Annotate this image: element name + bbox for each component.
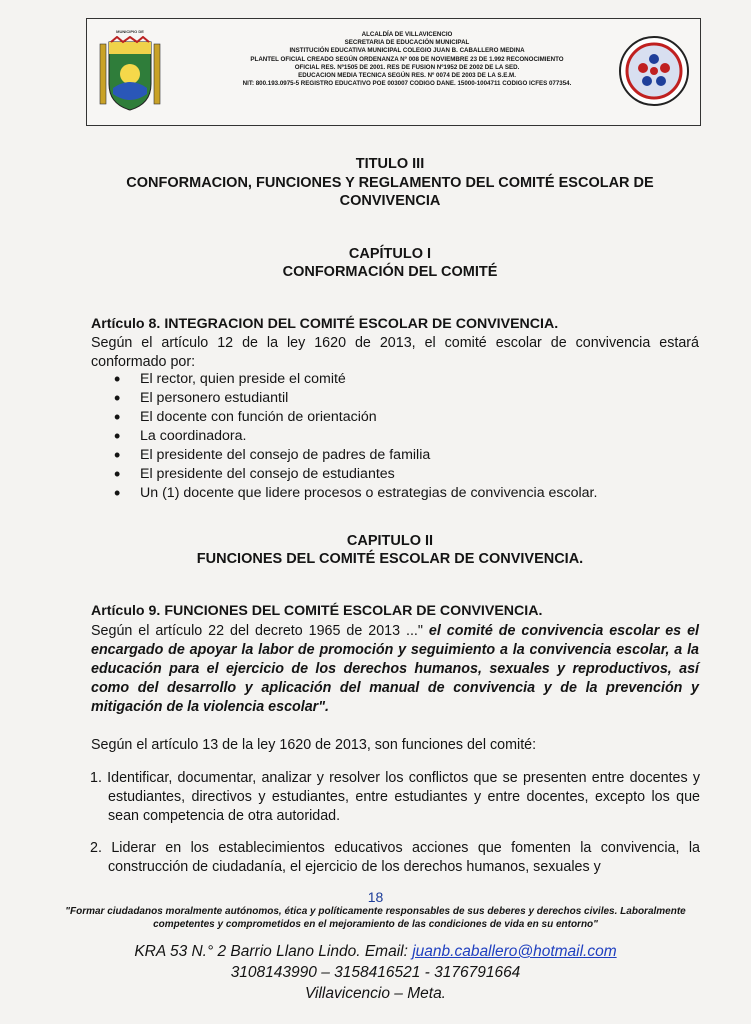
header-line: EDUCACION MEDIA TECNICA SEGÚN RES. Nº 0074 DE 2003 DE LA S.E.M. — [298, 72, 516, 80]
list-item: • El docente con función de orientación — [112, 408, 597, 427]
list-item: 1. Identificar, documentar, analizar y resolver los conflictos que se presenten entre docentes y estudiantes, directivos y estudiantes, entre estudiantes y entre docentes, excepto los que sean competencia de otra autoridad. — [90, 770, 700, 824]
article-intro: Según el artículo 12 de la ley 1620 de 2013, el comité escolar de convivencia estará conformado por: — [91, 335, 699, 370]
list-item: 2. Liderar en los establecimientos educativos acciones que fomenten la convivencia, la construcción de ciudadanía, el ejercicio de los derechos humanos, sexuales y — [90, 840, 700, 875]
list-item: • El presidente del consejo de estudiantes — [112, 465, 597, 484]
article-intro — [91, 622, 699, 717]
header-line: SECRETARIA DE EDUCACIÓN MUNICIPAL — [344, 39, 470, 47]
school-emblem-icon — [618, 35, 690, 107]
phone-numbers: 3108143990 – 3158416521 - 3176791664 — [230, 964, 521, 981]
contact-info — [0, 941, 751, 1004]
article-heading: Artículo 8. INTEGRACION DEL COMITÉ ESCOLAR DE CONVIVENCIA. — [91, 316, 559, 332]
list-item: • Un (1) docente que lidere procesos o estrategias de convivencia escolar. — [112, 484, 597, 503]
header-line: OFICIAL RES. Nº1505 DE 2001. RES DE FUSION Nº1952 DE 2002 DE LA SED. — [294, 63, 520, 71]
functions-intro: Según el artículo 13 de la ley 1620 de 2013, son funciones del comité: — [91, 737, 537, 753]
functions-list — [90, 769, 700, 890]
title-line: CONVIVENCIA — [339, 193, 441, 209]
list-item: • El rector, quien preside el comité — [112, 370, 597, 389]
chapter-number: CAPÍTULO I — [348, 246, 432, 262]
motto — [10, 906, 741, 931]
letterhead — [86, 18, 701, 126]
header-line: ALCALDÍA DE VILLAVICENCIO — [361, 31, 453, 38]
address-line — [0, 941, 751, 962]
city: Villavicencio – Meta. — [304, 985, 446, 1002]
list-item: • La coordinadora. — [112, 427, 597, 446]
municipal-crest — [95, 29, 165, 117]
motto-line: "Formar ciudadanos moralmente autónomos, ética y políticamente responsables de sus deberes y derechos civiles. Laboralmente — [65, 906, 686, 917]
header-line: PLANTEL OFICIAL CREADO SEGÚN ORDENANZA Nº 008 DE NOVIEMBRE 23 DE 1.992 RECONOCIMIENTO — [250, 55, 564, 63]
decree-quote: el comité de convivencia escolar es el encargado de apoyar la labor de promoción y seguimiento a la convivencia escolar, a la educación para el ejercicio de los derechos humanos, sexuales y reproductivos, así como del desarrollo y aplicación del manual de convivencia y de la prevención y mitigación de la violencia escolar". — [91, 623, 699, 715]
chapter-number: CAPITULO II — [346, 533, 434, 549]
chapter-name: CONFORMACIÓN DEL COMITÉ — [282, 264, 498, 280]
article-heading: Artículo 9. FUNCIONES DEL COMITÉ ESCOLAR DE CONVIVENCIA. — [91, 603, 543, 619]
page-number: 18 — [367, 889, 384, 905]
committee-members-list — [112, 370, 597, 503]
institution-info — [197, 31, 617, 88]
crest-label: MUNICIPIO DE — [116, 29, 144, 34]
title-line: CONFORMACION, FUNCIONES Y REGLAMENTO DEL COMITÉ ESCOLAR DE — [126, 175, 654, 191]
header-line: INSTITUCIÓN EDUCATIVA MUNICIPAL COLEGIO JUAN B. CABALLERO MEDINA — [289, 47, 525, 55]
list-item: • El personero estudiantil — [112, 389, 597, 408]
address-text: KRA 53 N.° 2 Barrio Llano Lindo. Email: — [134, 943, 413, 960]
intro-plain: Según el artículo 22 del decreto 1965 de 2013 ..." — [91, 623, 423, 639]
coat-of-arms-icon — [99, 36, 161, 114]
email-link[interactable]: juanb.caballero@hotmail.com — [412, 943, 617, 960]
header-line: NIT: 800.193.0975-5 REGISTRO EDUCATIVO POE 003007 CODIGO DANE. 15000-1004711 CODIGO ICFES 077354. — [242, 80, 572, 88]
title-number: TITULO III — [355, 156, 425, 172]
chapter-name: FUNCIONES DEL COMITÉ ESCOLAR DE CONVIVENCIA. — [196, 551, 584, 567]
list-item: • El presidente del consejo de padres de familia — [112, 446, 597, 465]
motto-line: competentes y comprometidos en el mejoramiento de las condiciones de vida en su entorno" — [153, 918, 598, 930]
